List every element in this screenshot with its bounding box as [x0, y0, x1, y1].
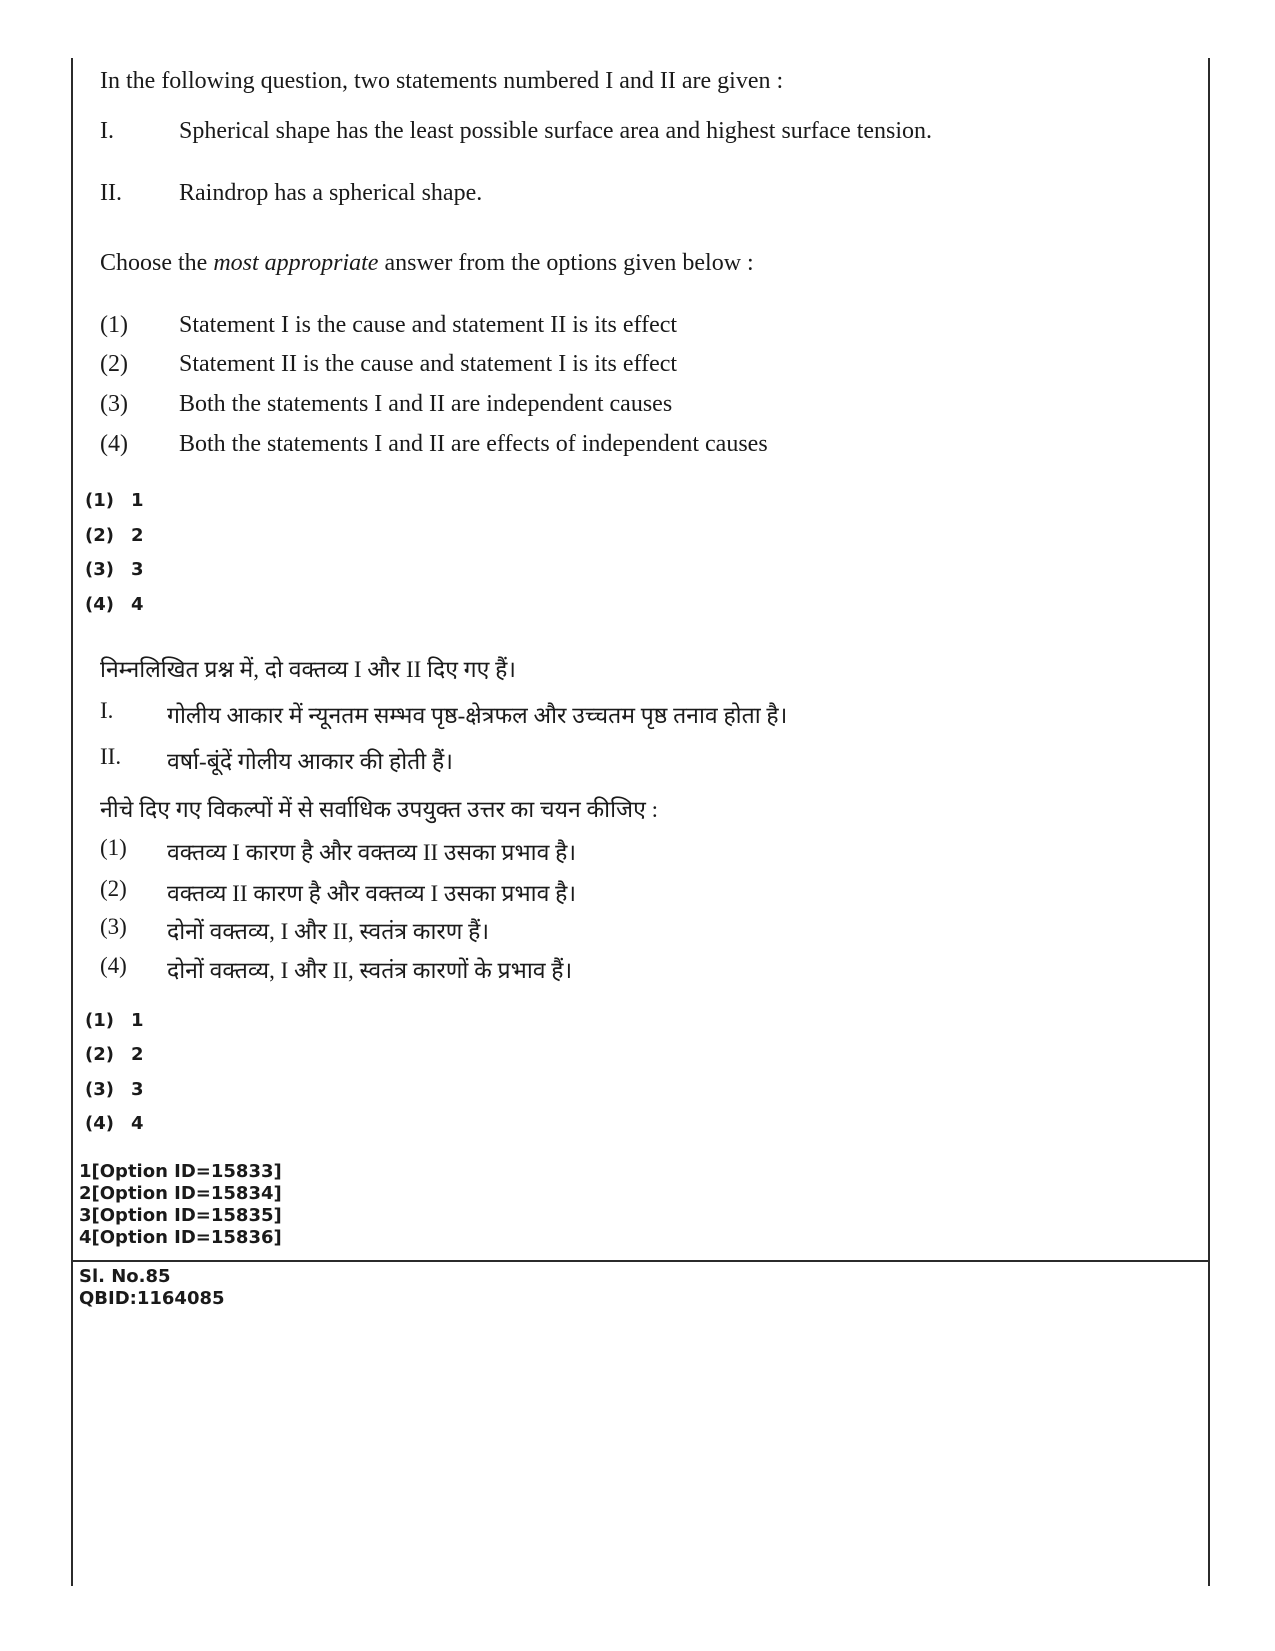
option-number: (4) [100, 953, 127, 978]
answer-choice-en-4[interactable] [85, 594, 144, 615]
option-number: (3) [100, 391, 128, 417]
answer-number: (3) [85, 1079, 114, 1100]
answer-choice-hi-3[interactable] [85, 1079, 144, 1100]
question-bank-id: QBID:1164085 [79, 1288, 225, 1309]
answer-number: (4) [85, 594, 114, 615]
statement-text: Raindrop has a spherical shape. [179, 180, 483, 206]
answer-value: 3 [131, 559, 144, 580]
option-id-4: 4[Option ID=15836] [79, 1227, 282, 1248]
answer-value: 3 [131, 1079, 144, 1100]
right-border [1208, 58, 1210, 1586]
answer-number: (1) [85, 490, 114, 511]
statement-number: I. [100, 118, 114, 144]
answer-number: (3) [85, 559, 114, 580]
left-border [71, 58, 73, 1586]
next-question-meta [79, 1266, 225, 1310]
option-text: Statement I is the cause and statement II is its effect [179, 312, 678, 338]
option-id-3: 3[Option ID=15835] [79, 1205, 282, 1226]
question-separator [71, 1260, 1210, 1262]
option-number: (2) [100, 876, 127, 901]
answer-number: (2) [85, 1044, 114, 1065]
answer-choice-en-2[interactable] [85, 525, 144, 546]
answer-value: 1 [131, 1010, 144, 1031]
statement-number: II. [100, 180, 122, 206]
option-text: Statement II is the cause and statement I is its effect [179, 351, 678, 377]
choose-instruction-hi: नीचे दिए गए विकल्पों में से सर्वाधिक उपयुक्त उत्तर का चयन कीजिए : [100, 797, 658, 822]
answer-number: (1) [85, 1010, 114, 1031]
serial-number: Sl. No.85 [79, 1266, 171, 1287]
choose-instruction-en [100, 250, 754, 277]
answer-value: 1 [131, 490, 144, 511]
option-number: (4) [100, 431, 128, 457]
statement-number: II. [100, 744, 122, 769]
answer-number: (2) [85, 525, 114, 546]
option-text: दोनों वक्तव्य, I और II, स्वतंत्र कारण हैं। [167, 919, 490, 944]
question-intro-hi: निम्नलिखित प्रश्न में, दो वक्तव्य I और II दिए गए हैं। [100, 657, 517, 682]
answer-value: 2 [131, 525, 144, 546]
choose-emphasis: most appropriate [213, 250, 379, 276]
answer-number: (4) [85, 1113, 114, 1134]
answer-value: 4 [131, 1113, 144, 1134]
option-text: Both the statements I and II are independent causes [179, 391, 673, 417]
option-text: दोनों वक्तव्य, I और II, स्वतंत्र कारणों के प्रभाव हैं। [167, 958, 573, 983]
answer-choice-hi-1[interactable] [85, 1010, 144, 1031]
statement-text: वर्षा-बूंदें गोलीय आकार की होती हैं। [167, 749, 453, 774]
option-text: Both the statements I and II are effects of independent causes [179, 431, 768, 457]
choose-after: answer from the options given below : [378, 250, 754, 276]
statement-text: Spherical shape has the least possible surface area and highest surface tension. [179, 118, 933, 144]
answer-choice-hi-4[interactable] [85, 1113, 144, 1134]
option-number: (2) [100, 351, 128, 377]
statement-number: I. [100, 698, 114, 723]
answer-choice-en-1[interactable] [85, 490, 144, 511]
option-number: (3) [100, 914, 127, 939]
statement-text: गोलीय आकार में न्यूनतम सम्भव पृष्ठ-क्षेत्रफल और उच्चतम पृष्ठ तनाव होता है। [167, 703, 788, 728]
choose-before: Choose the [100, 250, 214, 276]
question-intro-en: In the following question, two statements numbered I and II are given : [100, 68, 784, 94]
option-id-list [79, 1161, 282, 1249]
option-text: वक्तव्य II कारण है और वक्तव्य I उसका प्रभाव है। [167, 881, 577, 906]
option-id-2: 2[Option ID=15834] [79, 1183, 282, 1204]
answer-choice-hi-2[interactable] [85, 1044, 144, 1065]
option-id-1: 1[Option ID=15833] [79, 1161, 282, 1182]
answer-value: 2 [131, 1044, 144, 1065]
option-text: वक्तव्य I कारण है और वक्तव्य II उसका प्रभाव है। [167, 840, 577, 865]
answer-choice-en-3[interactable] [85, 559, 144, 580]
answer-value: 4 [131, 594, 144, 615]
option-number: (1) [100, 835, 127, 860]
option-number: (1) [100, 312, 128, 338]
